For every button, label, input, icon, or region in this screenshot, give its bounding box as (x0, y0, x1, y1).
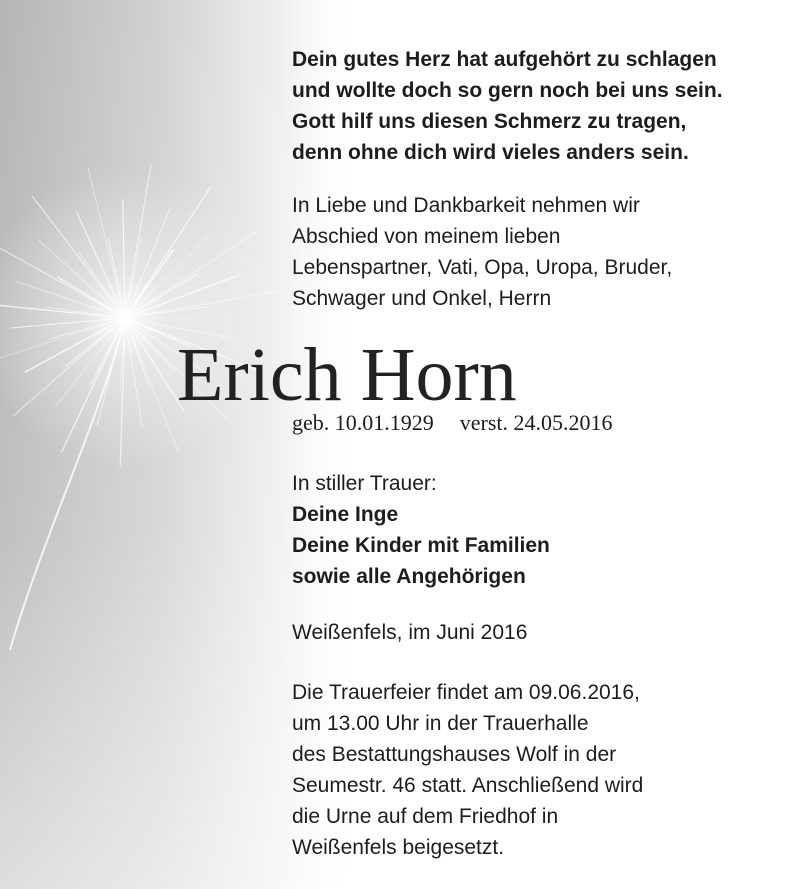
mourners-heading: In stiller Trauer: (292, 472, 437, 495)
intro-line: In Liebe und Dankbarkeit nehmen wir (292, 194, 640, 217)
mourners (292, 468, 550, 592)
funeral-line: Weißenfels beigesetzt. (292, 836, 505, 859)
intro-line: Abschied von meinem lieben (292, 225, 561, 248)
place-date-line: Weißenfels, im Juni 2016 (292, 621, 528, 644)
farewell-intro (292, 190, 672, 314)
memorial-poem (292, 44, 723, 168)
poem-line: denn ohne dich wird vieles anders sein. (292, 141, 689, 164)
funeral-line: um 13.00 Uhr in der Trauerhalle (292, 712, 589, 735)
poem-line: Gott hilf uns diesen Schmerz zu tragen, (292, 110, 687, 133)
funeral-line: des Bestattungshauses Wolf in der (292, 743, 617, 766)
intro-line: Schwager und Onkel, Herrn (292, 287, 552, 310)
funeral-line: die Urne auf dem Friedhof in (292, 805, 559, 828)
mourner-name: Deine Kinder mit Familien (292, 534, 550, 557)
poem-line: Dein gutes Herz hat aufgehört zu schlagen (292, 48, 717, 71)
birth-date: geb. 10.01.1929 (292, 410, 434, 435)
funeral-line: Die Trauerfeier findet am 09.06.2016, (292, 681, 640, 704)
mourner-name: Deine Inge (292, 503, 399, 526)
poem-line: und wollte doch so gern noch bei uns sein. (292, 79, 723, 102)
life-dates (292, 408, 613, 438)
funeral-line: Seumestr. 46 statt. Anschließend wird (292, 774, 644, 797)
mourner-name: sowie alle Angehörigen (292, 565, 526, 588)
intro-line: Lebenspartner, Vati, Opa, Uropa, Bruder, (292, 256, 673, 279)
death-date: verst. 24.05.2016 (459, 410, 613, 435)
deceased-name: Erich Horn (177, 333, 517, 417)
place-and-date (292, 617, 527, 648)
funeral-details (292, 677, 643, 863)
